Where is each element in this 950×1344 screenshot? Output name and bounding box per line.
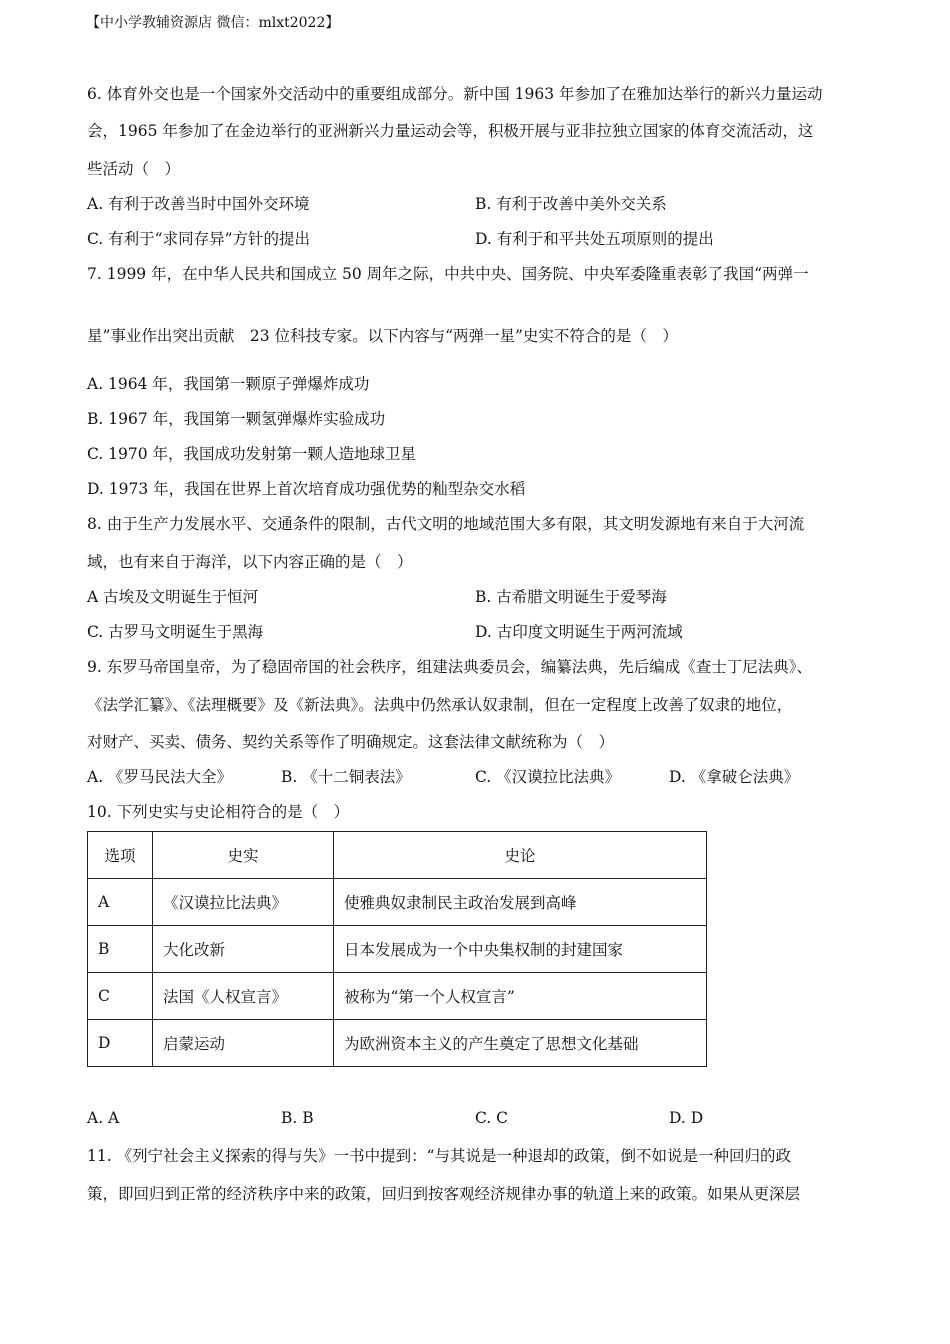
- table-row: [88, 973, 707, 1020]
- q6-option-d[interactable]: D. 有利于和平共处五项原则的提出: [475, 230, 714, 248]
- q9-option-a[interactable]: A. 《罗马民法大全》: [87, 768, 233, 786]
- table-row: [88, 1020, 707, 1067]
- page-header: 【中小学教辅资源店 微信：mlxt2022】: [86, 15, 340, 31]
- table-cell: C: [88, 973, 153, 1020]
- q6-option-b[interactable]: B. 有利于改善中美外交关系: [475, 195, 667, 213]
- q8-option-a[interactable]: A 古埃及文明诞生于恒河: [87, 588, 259, 606]
- q10-stem: 10. 下列史实与史论相符合的是（ ）: [87, 803, 350, 821]
- q7-stem-line-2: 星”事业作出突出贡献 23 位科技专家。以下内容与“两弹一星”史实不符合的是（ ）: [87, 327, 678, 345]
- q9-stem-line-3: 对财产、买卖、债务、契约关系等作了明确规定。这套法律文献统称为（ ）: [87, 733, 615, 751]
- table-row: [88, 879, 707, 926]
- q10-option-c[interactable]: C. C: [475, 1109, 509, 1127]
- q6-stem-line-2: 会，1965 年参加了在金边举行的亚洲新兴力量运动会等，积极开展与亚非拉独立国家的体育交流活动，这: [87, 122, 814, 140]
- q6-stem-line-3: 些活动（ ）: [87, 160, 181, 178]
- q10-option-b[interactable]: B. B: [281, 1109, 314, 1127]
- table-cell: 《汉谟拉比法典》: [153, 879, 334, 926]
- table-cell: 使雅典奴隶制民主政治发展到高峰: [334, 879, 707, 926]
- q9-option-d[interactable]: D. 《拿破仑法典》: [669, 768, 800, 786]
- table-cell: 大化改新: [153, 926, 334, 973]
- q6-stem-line-1: 6. 体育外交也是一个国家外交活动中的重要组成部分。新中国 1963 年参加了在雅加达举行的新兴力量运动: [87, 85, 823, 103]
- table-cell: 日本发展成为一个中央集权制的封建国家: [334, 926, 707, 973]
- q9-stem-line-1: 9. 东罗马帝国皇帝，为了稳固帝国的社会秩序，组建法典委员会，编纂法典，先后编成《查士丁尼法典》、: [87, 658, 812, 676]
- q8-stem-line-1: 8. 由于生产力发展水平、交通条件的限制，古代文明的地域范围大多有限，其文明发源地有来自于大河流: [87, 515, 805, 533]
- q11-stem-line-1: 11. 《列宁社会主义探索的得与失》一书中提到：“与其说是一种退却的政策，倒不如说是一种回归的政: [87, 1147, 792, 1165]
- q9-stem-line-2: 《法学汇纂》、《法理概要》及《新法典》。法典中仍然承认奴隶制，但在一定程度上改善了奴隶的地位，: [87, 696, 793, 714]
- q8-option-b[interactable]: B. 古希腊文明诞生于爱琴海: [475, 588, 667, 606]
- table-cell: 为欧洲资本主义的产生奠定了思想文化基础: [334, 1020, 707, 1067]
- q10-table: [87, 831, 707, 1067]
- q6-option-c[interactable]: C. 有利于“求同存异”方针的提出: [87, 230, 311, 248]
- q8-option-d[interactable]: D. 古印度文明诞生于两河流域: [475, 623, 683, 641]
- q7-stem-line-1: 7. 1999 年，在中华人民共和国成立 50 周年之际，中共中央、国务院、中央军委隆重表彰了我国“两弹一: [87, 265, 809, 283]
- table-cell: 法国《人权宣言》: [153, 973, 334, 1020]
- table-header-cell: 史论: [334, 832, 707, 879]
- q9-option-b[interactable]: B. 《十二铜表法》: [281, 768, 411, 786]
- q6-option-a[interactable]: A. 有利于改善当时中国外交环境: [87, 195, 310, 213]
- table-cell: A: [88, 879, 153, 926]
- table-cell: B: [88, 926, 153, 973]
- q7-option-d[interactable]: D. 1973 年，我国在世界上首次培育成功强优势的籼型杂交水稻: [87, 480, 526, 498]
- table-header-row: [88, 832, 707, 879]
- table-cell: 被称为“第一个人权宣言”: [334, 973, 707, 1020]
- q7-option-c[interactable]: C. 1970 年，我国成功发射第一颗人造地球卫星: [87, 445, 417, 463]
- q10-option-d[interactable]: D. D: [669, 1109, 704, 1127]
- q7-option-a[interactable]: A. 1964 年，我国第一颗原子弹爆炸成功: [87, 375, 370, 393]
- table-cell: D: [88, 1020, 153, 1067]
- table-row: [88, 926, 707, 973]
- q11-stem-line-2: 策，即回归到正常的经济秩序中来的政策，回归到按客观经济规律办事的轨道上来的政策。如果从更深层: [87, 1185, 801, 1203]
- q10-option-a[interactable]: A. A: [87, 1109, 120, 1127]
- table-cell: 启蒙运动: [153, 1020, 334, 1067]
- q8-stem-line-2: 域，也有来自于海洋，以下内容正确的是（ ）: [87, 553, 413, 571]
- table-header-cell: 选项: [88, 832, 153, 879]
- q9-option-c[interactable]: C. 《汉谟拉比法典》: [475, 768, 621, 786]
- q8-option-c[interactable]: C. 古罗马文明诞生于黑海: [87, 623, 264, 641]
- table-header-cell: 史实: [153, 832, 334, 879]
- q7-option-b[interactable]: B. 1967 年，我国第一颗氢弹爆炸实验成功: [87, 410, 386, 428]
